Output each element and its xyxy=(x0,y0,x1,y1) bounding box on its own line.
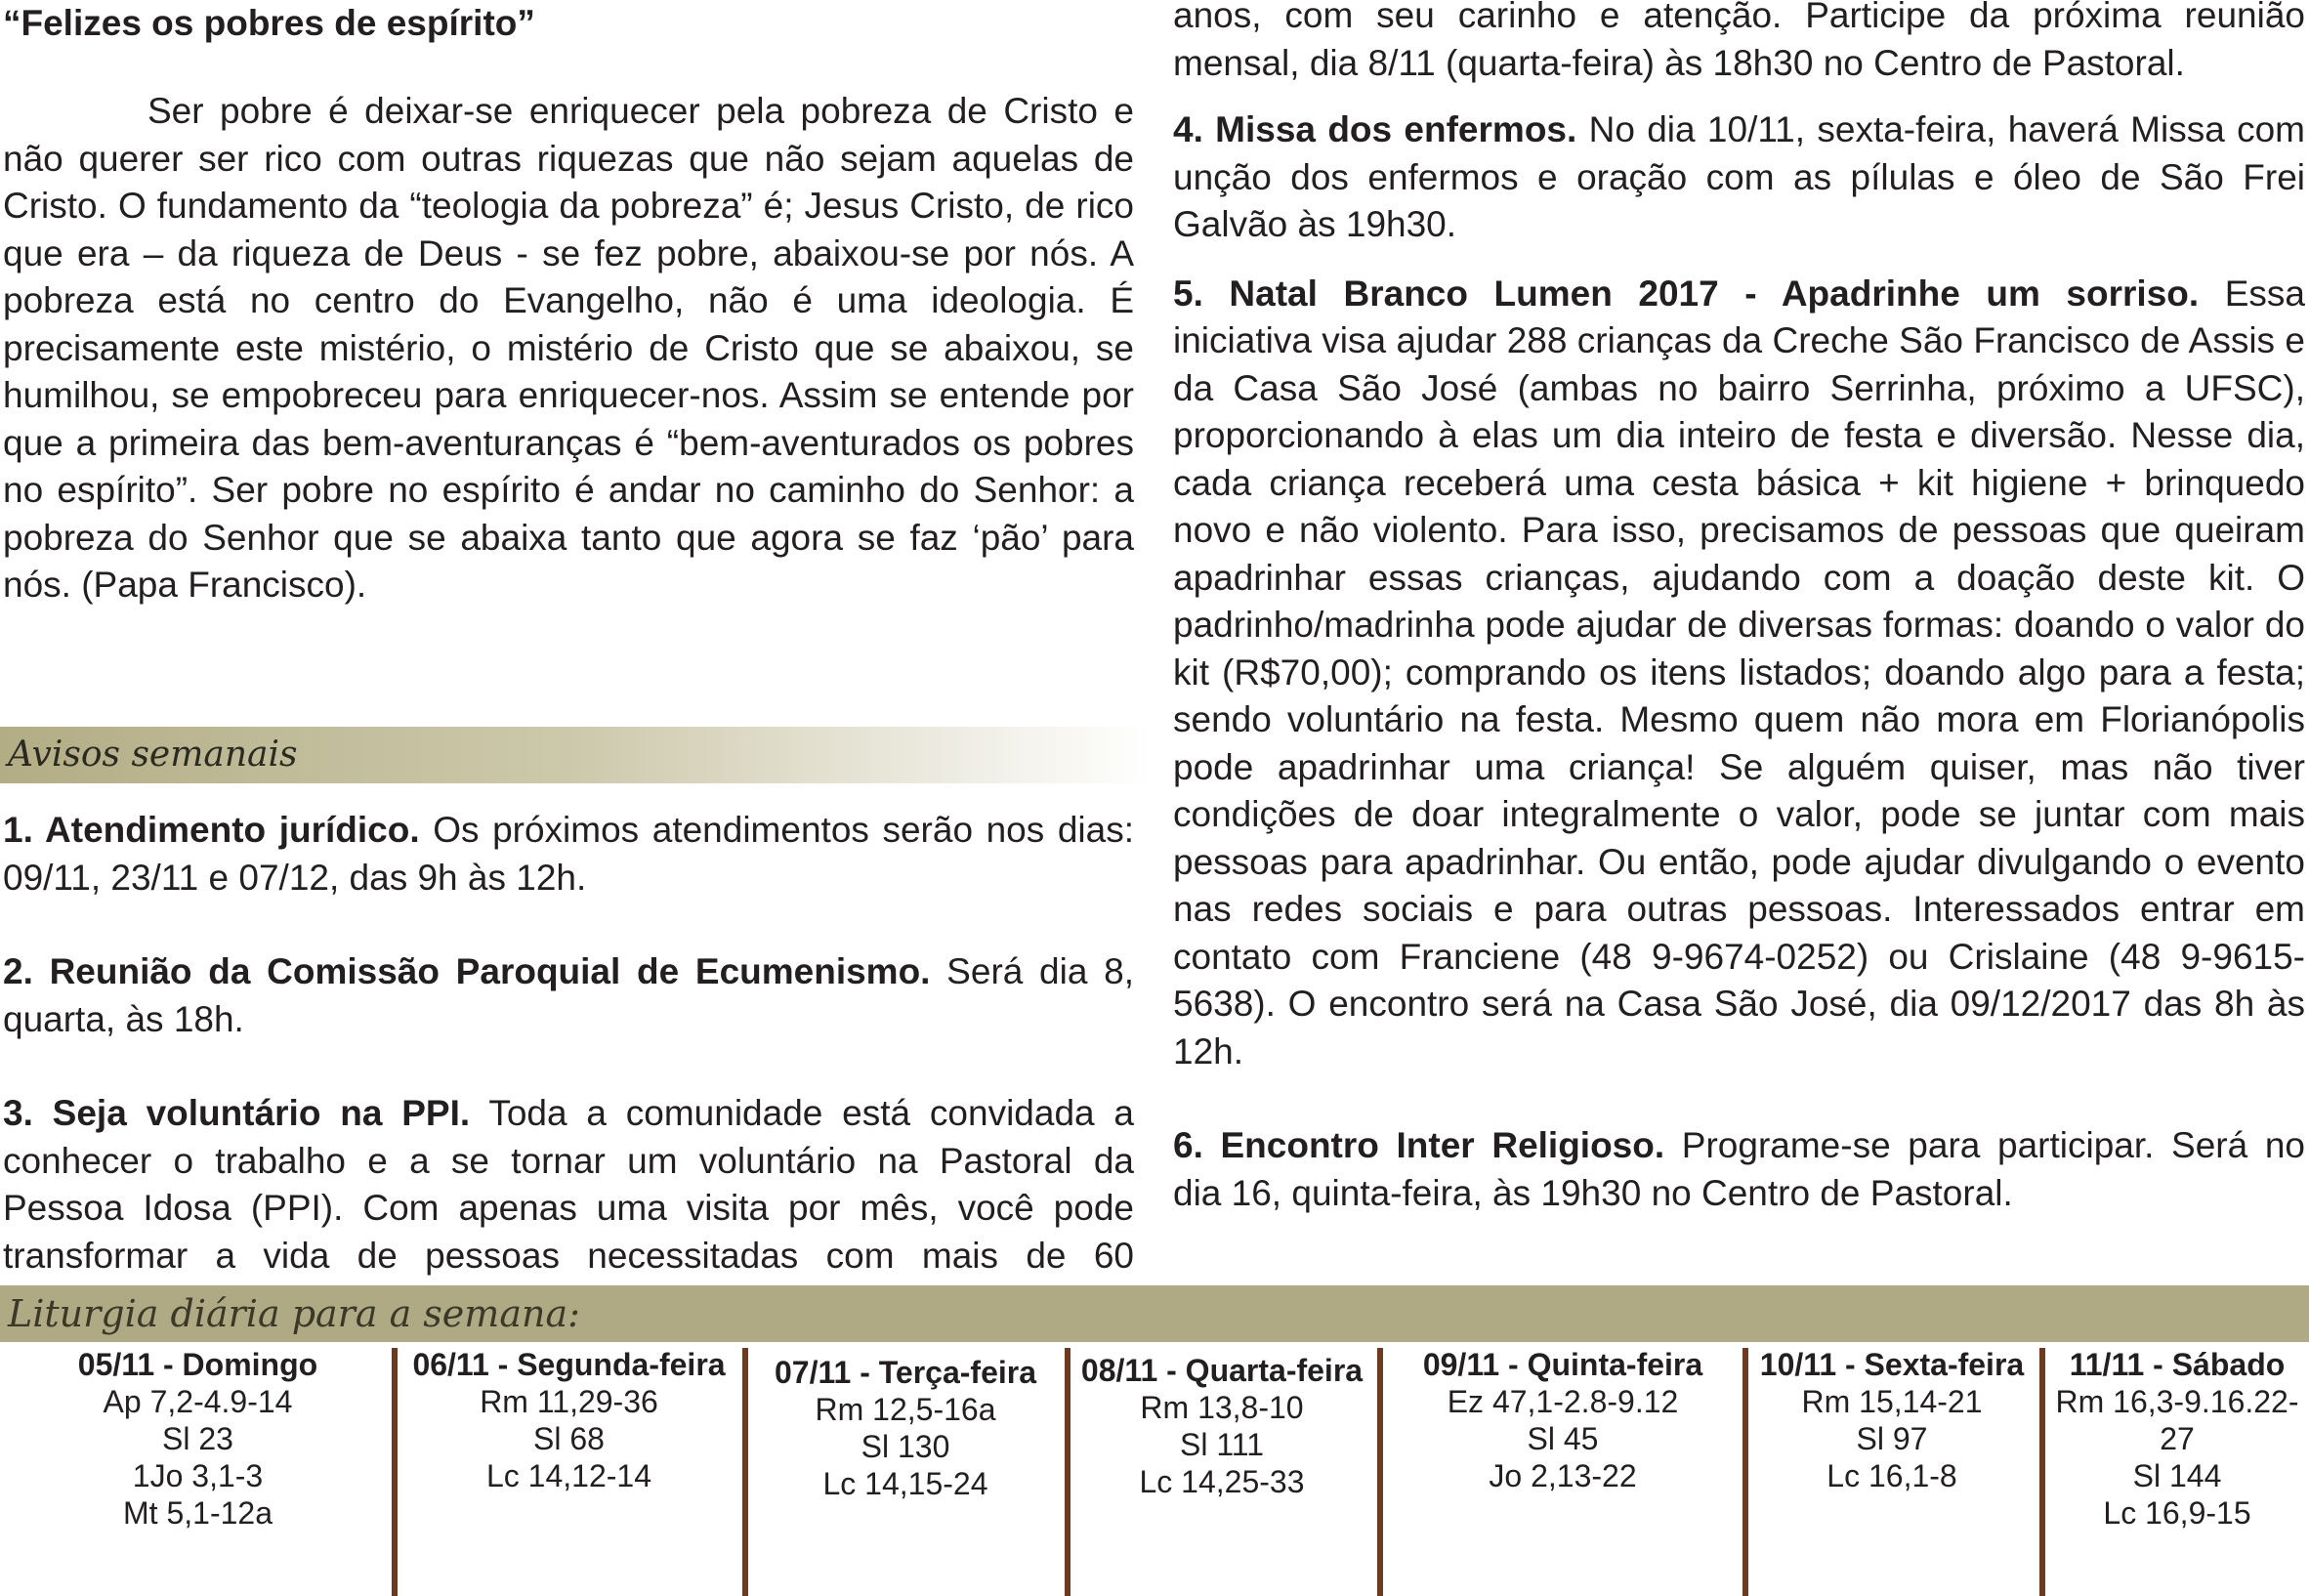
liturgia-day: 11/11 - Sábado xyxy=(2069,1347,2286,1382)
liturgia-day-column xyxy=(1750,1346,2034,1494)
liturgia-reading: Lc 16,1-8 xyxy=(1826,1458,1957,1493)
aviso-text: Será dia 8, quarta, às 18h. xyxy=(3,951,1134,1039)
liturgia-reading: Jo 2,13-22 xyxy=(1489,1458,1637,1493)
aviso-title: 5. Natal Branco Lumen 2017 - Apadrinhe um sorriso. xyxy=(1173,273,2200,314)
aviso-title: 1. Atendimento jurídico. xyxy=(3,810,420,850)
aviso-item xyxy=(3,948,1134,1043)
liturgia-reading: Mt 5,1-12a xyxy=(123,1495,273,1531)
column-divider xyxy=(1065,1348,1071,1596)
aviso-item xyxy=(1173,271,2305,1076)
liturgia-reading: Sl 111 xyxy=(1180,1427,1264,1462)
liturgia-reading: Sl 45 xyxy=(1527,1421,1599,1456)
liturgia-reading: Sl 68 xyxy=(533,1421,605,1456)
liturgia-reading: Rm 13,8-10 xyxy=(1140,1390,1304,1425)
liturgia-table xyxy=(0,1346,2309,1596)
aviso-title: 4. Missa dos enfermos. xyxy=(1173,109,1577,149)
column-divider xyxy=(742,1348,748,1596)
aviso-title: 3. Seja voluntário na PPI. xyxy=(3,1093,471,1133)
liturgia-day-column xyxy=(1072,1352,1371,1500)
liturgia-reading: Ap 7,2-4.9-14 xyxy=(103,1384,293,1419)
liturgia-day: 08/11 - Quarta-feira xyxy=(1080,1353,1364,1388)
liturgia-reading: Lc 14,25-33 xyxy=(1139,1464,1305,1499)
liturgia-day-column xyxy=(1385,1346,1741,1494)
aviso-continuation: anos, com seu carinho e atenção. Participe da próxima reunião mensal, dia 8/11 (quarta-feira) às 18h30 no Centro de Pastoral. xyxy=(1173,0,2305,83)
reflection-body: Ser pobre é deixar-se enriquecer pela pobreza de Cristo e não querer ser rico com outras riquezas que não sejam aquelas de Cristo. O fundamento da “teologia da pobreza” é; Jesus Cristo, de rico que era – da riqueza de Deus - se fez pobre, abaixou-se por nós. A pobreza está no centro do Evangelho, não é uma ideologia. É precisamente este mistério, o mistério de Cristo que se abaixou, se humilhou, se empobreceu para enriquecer-nos. Assim se entende por que a primeira das bem-aventuranças é “bem-aventurados os pobres no espírito”. Ser pobre no espírito é andar no caminho do Senhor: a pobreza do Senhor que se abaixa tanto que agora se faz ‘pão’ para nós. (Papa Francisco). xyxy=(3,91,1134,605)
aviso-title: 2. Reunião da Comissão Paroquial de Ecumenismo. xyxy=(3,951,931,991)
aviso-item xyxy=(3,807,1134,902)
aviso-text: Essa iniciativa visa ajudar 288 crianças da Creche São Francisco de Assis e da Casa São José (ambas no bairro Serrinha, próximo a UFSC), proporcionando à elas um dia inteiro de festa e diversão. Nesse dia, cada criança receberá uma cesta básica + kit higiene + brinquedo novo e não violento. Para isso, precisamos de pessoas que queiram apadrinhar essas crianças, ajudando com a doação deste kit. O padrinho/madrinha pode ajudar de diversas formas: doando o valor do kit (R$70,00); comprando os itens listados; doando algo para a festa; sendo voluntário na festa. Mesmo quem não mora em Florianópolis pode apadrinhar uma criança! Se alguém quiser, mas não tiver condições de doar integralmente o valor, pode se juntar com mais pessoas para apadrinhar. Ou então, pode ajudar divulgando o evento nas redes sociais e para outras pessoas. Interessados entrar em contato com Franciene (48 9-9674-0252) ou Crislaine (48 9-9615-5638). O encontro será na Casa São José, dia 09/12/2017 das 8h às 12h. xyxy=(1173,273,2305,1071)
aviso-text: Programe-se para participar. Será no dia 16, quinta-feira, às 19h30 no Centro de Pastoral. xyxy=(1173,1125,2305,1213)
liturgia-day: 05/11 - Domingo xyxy=(77,1347,318,1382)
aviso-title: 6. Encontro Inter Religioso. xyxy=(1173,1125,1665,1165)
liturgia-reading: Ez 47,1-2.8-9.12 xyxy=(1447,1384,1679,1419)
aviso-item xyxy=(1173,106,2305,249)
liturgia-day-column xyxy=(400,1346,737,1494)
aviso-text: No dia 10/11, sexta-feira, haverá Missa com unção dos enfermos e oração com as pílulas e óleo de São Frei Galvão às 19h30. xyxy=(1173,109,2305,244)
liturgia-day: 09/11 - Quinta-feira xyxy=(1422,1347,1703,1382)
liturgia-reading: Lc 14,15-24 xyxy=(822,1466,988,1501)
liturgia-reading: Sl 97 xyxy=(1856,1421,1928,1456)
reflection-title: “Felizes os pobres de espírito” xyxy=(3,3,535,43)
liturgia-reading: Rm 12,5-16a xyxy=(815,1392,996,1427)
liturgia-reading: Rm 16,3-9.16.22- xyxy=(2055,1384,2299,1419)
aviso-item xyxy=(1173,1122,2305,1217)
avisos-heading: Avisos semanais xyxy=(0,727,1153,783)
aviso-text: Os próximos atendimentos serão nos dias: 09/11, 23/11 e 07/12, das 9h às 12h. xyxy=(3,810,1134,898)
column-divider xyxy=(392,1348,398,1596)
liturgia-day: 07/11 - Terça-feira xyxy=(774,1355,1036,1390)
liturgia-reading: Lc 16,9-15 xyxy=(2103,1495,2251,1531)
liturgia-reading: Sl 130 xyxy=(861,1429,950,1464)
liturgia-reading: Lc 14,12-14 xyxy=(485,1458,651,1493)
liturgia-day: 06/11 - Segunda-feira xyxy=(412,1347,726,1382)
column-divider xyxy=(1377,1348,1383,1596)
liturgia-reading: 1Jo 3,1-3 xyxy=(132,1458,264,1493)
liturgia-day: 10/11 - Sexta-feira xyxy=(1759,1347,2025,1382)
right-column xyxy=(1173,0,2305,1217)
liturgia-day-column xyxy=(750,1354,1061,1502)
liturgia-reading: Rm 15,14-21 xyxy=(1801,1384,1983,1419)
liturgia-day-column xyxy=(0,1346,396,1532)
liturgia-reading: Sl 144 xyxy=(2132,1458,2222,1493)
liturgia-reading: Rm 11,29-36 xyxy=(480,1384,658,1419)
liturgia-heading: Liturgia diária para a semana: xyxy=(0,1285,2309,1342)
aviso-item xyxy=(3,1090,1134,1280)
aviso-text: Toda a comunidade está convidada a conhecer o trabalho e a se tornar um voluntário na Pastoral da Pessoa Idosa (PPI). Com apenas uma visita por mês, você pode transformar a vida de pessoas necessitadas com mais de 60 xyxy=(3,1093,1134,1276)
liturgia-reading: 27 xyxy=(2160,1421,2195,1456)
liturgia-day-column xyxy=(2047,1346,2307,1532)
column-divider xyxy=(2039,1348,2045,1596)
liturgia-reading: Sl 23 xyxy=(162,1421,233,1456)
column-divider xyxy=(1742,1348,1748,1596)
left-column xyxy=(3,0,1134,609)
avisos-left-list xyxy=(3,807,1134,1280)
